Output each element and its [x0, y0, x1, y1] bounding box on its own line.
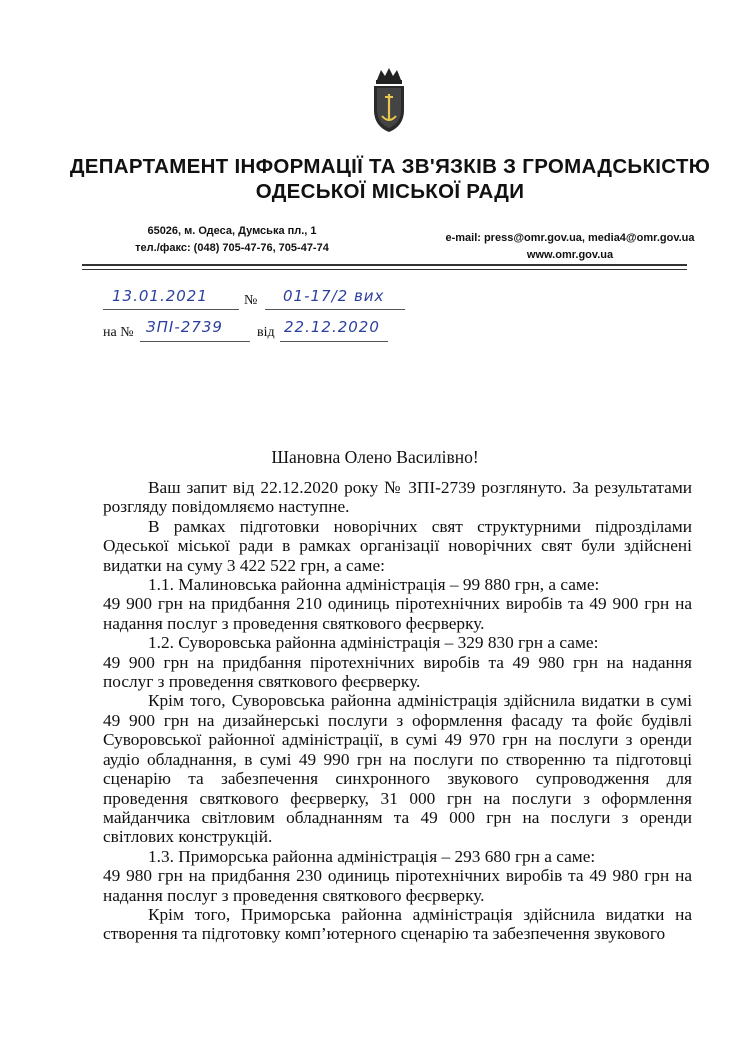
contact-block-left	[82, 223, 382, 257]
outgoing-date: 13.01.2021	[112, 287, 208, 305]
number-label: №	[244, 293, 258, 308]
salutation: Шановна Олено Василівно!	[271, 447, 479, 467]
body-paragraph: Крім того, Приморська районна адміністрація здійснила видатки на створення та підготовку комп’ютерного сценарію та забезпечення звукового	[103, 904, 692, 944]
website: www.omr.gov.ua	[526, 249, 614, 261]
reference-date: 22.12.2020	[284, 318, 380, 336]
address: 65026, м. Одеса, Думська пл., 1	[147, 225, 317, 237]
body-paragraph: 1.2. Суворовська районна адміністрація – 329 830 грн а саме:	[148, 633, 599, 653]
body-paragraph: 49 980 грн на придбання 230 одиниць піротехнічних виробів та 49 980 грн на надання послуг з проведення святкового феєрверку.	[103, 866, 692, 905]
reference-date-underline	[280, 341, 388, 342]
number-underline	[265, 309, 405, 310]
reference-number: ЗПІ-2739	[146, 318, 223, 336]
letter-body	[103, 478, 692, 944]
reference-date-label: від	[257, 325, 275, 340]
header-divider-thin	[82, 269, 687, 270]
body-paragraph: Ваш запит від 22.12.2020 року № ЗПІ-2739 розглянуто. За результатами розгляду повідомляємо наступне.	[103, 478, 692, 517]
reference-label: на №	[103, 325, 134, 340]
body-paragraph: 49 900 грн на придбання піротехнічних виробів та 49 980 грн на надання послуг з проведення святкового феєрверку.	[103, 652, 692, 692]
body-paragraph: 1.1. Малиновська районна адміністрація – 99 880 грн, а саме:	[148, 575, 600, 595]
body-paragraph: В рамках підготовки новорічних свят структурними підрозділами Одеської міської ради в рамках організації новорічних свят були здійснені видатки на суму 3 422 522 грн, а саме:	[103, 516, 692, 575]
body-paragraph: 1.3. Приморська районна адміністрація – 293 680 грн а саме:	[148, 846, 596, 866]
odesa-coat-of-arms-icon	[371, 66, 407, 134]
header-divider-thick	[82, 264, 687, 266]
date-underline	[103, 309, 239, 310]
reference-underline	[140, 341, 250, 342]
department-title-line2: ОДЕСЬКОЇ МІСЬКОЇ РАДИ	[255, 180, 525, 203]
department-title-line1: ДЕПАРТАМЕНТ ІНФОРМАЦІЇ ТА ЗВ'ЯЗКІВ З ГРОМАДСЬКІСТЮ	[69, 155, 711, 178]
body-paragraph: Крім того, Суворовська районна адміністрація здійснила видатки в сумі 49 900 грн на дизайнерські послуги з оформлення фасаду та фойє будівлі Суворовської районної адміністрації, в сумі 49 970 грн на послуги з оренди аудіо обладнання, в сумі 49 990 грн на послуги по створенню та підготовці сценарію та забезпечення синхронного звукового супроводження для проведення святкового феєрверку, 31 000 грн на послуги з оформлення майданчика світловим обладнанням та 49 000 грн на послуги з оренди світлових конструкцій.	[103, 691, 692, 847]
email: e-mail: press@omr.gov.ua, media4@omr.gov.ua	[445, 232, 695, 244]
phone-fax: тел./факс: (048) 705-47-76, 705-47-74	[135, 242, 329, 254]
contact-block-right	[420, 230, 720, 264]
body-paragraph: 49 900 грн на придбання 210 одиниць піротехнічних виробів та 49 900 грн на надання послуг з проведення святкового феєрверку.	[103, 594, 692, 633]
outgoing-number: 01-17/2 вих	[283, 287, 385, 305]
